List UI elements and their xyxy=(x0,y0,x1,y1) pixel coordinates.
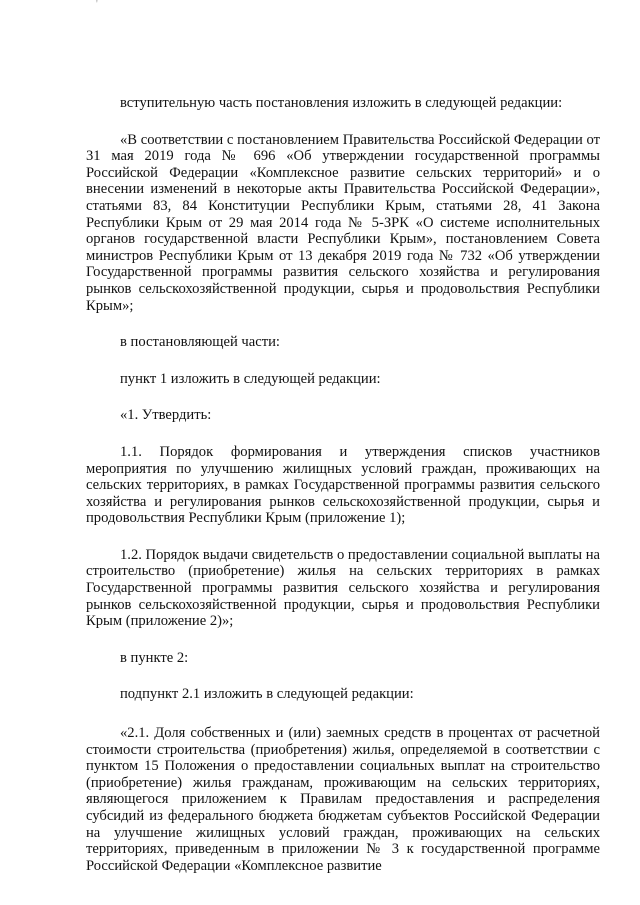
paragraph-item-1-2: 1.2. Порядок выдачи свидетельств о предоставлении социальной выплаты на строительство (приобретение) жилья на сельских территориях в рамках Государственной программы развития сельского хозяйства и регулирования рынков сельскохозяйственной продукции, сырья и продовольствия Республики Крым (приложение 2)»; xyxy=(86,546,600,630)
paragraph-subitem-2-1-text: «2.1. Доля собственных и (или) заемных средств в процентах от расчетной стоимости строительства (приобретения) жилья, определяемой в соответствии с пунктом 15 Положения о предоставлении социальных выплат на строительство (приобретение) жилья гражданам, проживающим на сельских территориях, являющегося приложением к Правилам предоставления и распределения субсидий из федерального бюджета бюджетам субъектов Российской Федерации на улучшение жилищных условий граждан, проживающих на сельских территориях, приведенным в приложении № 3 к государственной программе Российской Федерации «Комплексное развитие xyxy=(86,725,600,874)
page-corner-mark: ' xyxy=(96,0,98,10)
paragraph-approve: «1. Утвердить: xyxy=(120,407,212,424)
paragraph-item-1-instruction: пункт 1 изложить в следующей редакции: xyxy=(120,370,381,387)
paragraph-intro-instruction: вступительную часть постановления изложить в следующей редакции: xyxy=(120,95,563,111)
document-body xyxy=(86,95,600,874)
paragraph-subitem-2-1-instruction: подпункт 2.1 изложить в следующей редакции: xyxy=(120,686,414,703)
paragraph-preamble-text: «В соответствии с постановлением Правительства Российской Федерации от 31 мая 2019 года № 696 «Об утверждении государственной программы Российской Федерации «Комплексное развитие сельских территорий» и о внесении изменений в некоторые акты Правительства Российской Федерации», статьями 83, 84 Конституции Республики Крым, статьями 28, 41 Закона Республики Крым от 29 мая 2014 года № 5-ЗРК «О системе исполнительных органов государственной власти Республики Крым», постановлением Совета министров Республики Крым от 13 декабря 2019 года № 732 «Об утверждении Государственной программы развития сельского хозяйства и регулирования рынков сельскохозяйственной продукции, сырья и продовольствия Республики Крым»; xyxy=(86,131,600,314)
paragraph-item-1-1: 1.1. Порядок формирования и утверждения списков участников мероприятия по улучшению жилищных условий граждан, проживающих на сельских территориях, в рамках Государственной программы развития сельского хозяйства и регулирования рынков сельскохозяйственной продукции, сырья и продовольствия Республики Крым (приложение 1); xyxy=(86,443,600,527)
paragraph-item-2-heading: в пункте 2: xyxy=(120,649,189,666)
paragraph-operative-part: в постановляющей части: xyxy=(120,334,280,351)
